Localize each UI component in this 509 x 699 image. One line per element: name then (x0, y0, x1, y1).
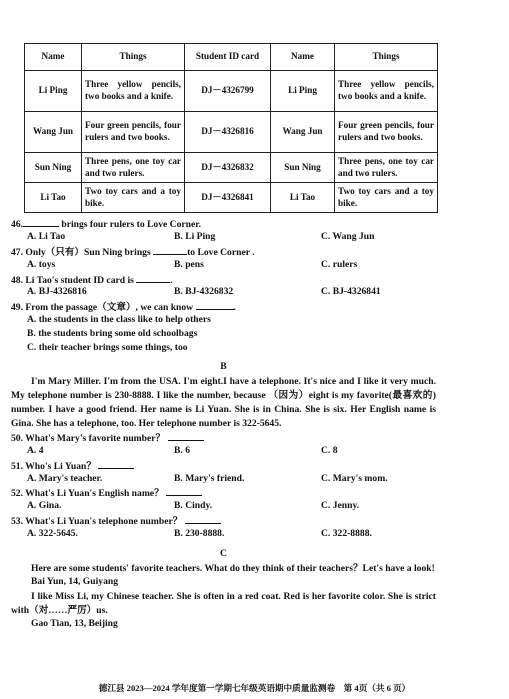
option-a: A. 322-5645. (27, 528, 78, 540)
answer-blank (98, 459, 134, 469)
cell-name: Li Ping (25, 71, 82, 112)
cell-things-2: Three yellow pencils, two books and a knife. (335, 71, 438, 112)
section-c (11, 548, 436, 632)
table-row (25, 71, 438, 112)
question-49: 49. From the passage（文章）, we can know . (11, 302, 236, 314)
option-a: A. 4 (27, 444, 44, 456)
cell-name-2: Li Ping (271, 71, 335, 112)
cell-name: Wang Jun (25, 112, 82, 153)
option-a: A. Gina. (27, 500, 62, 512)
col-header-student-id: Student ID card (185, 44, 271, 71)
options-46 (11, 231, 436, 245)
answer-blank (136, 273, 170, 283)
option-c: C. BJ-4326841 (321, 286, 381, 298)
question-52: 52. What's Li Yuan's English name？ (11, 486, 436, 500)
cell-name-2: Sun Ning (271, 153, 335, 183)
cell-id: DJ－4326832 (185, 153, 271, 183)
section-c-text-1: I like Miss Li, my Chinese teacher. She is often in a red coat. Red is her favorite color. She is strict with（对……严厉）us. (11, 590, 436, 616)
cell-name: Li Tao (25, 183, 82, 213)
option-c: C. Mary's mom. (321, 472, 388, 484)
col-header-things: Things (82, 44, 185, 71)
section-b-passage: I'm Mary Miller. I'm from the USA. I'm eight.I have a telephone. It's nice and I like it very much. My telephone number is 230-8888. I like the number, because （因为）eight is my favorite(最喜欢的) number. I have a good friend. Her name is Li Yuan. She is in China. She is six. Her English name is Gina. She has a telephone, too. Her telephone number is 322-5645. (11, 375, 436, 429)
option-b: B. BJ-4326832 (174, 286, 234, 298)
option-c: C. their teacher brings some things, too (27, 342, 188, 354)
question-53: 53. What's Li Yuan's telephone number？ (11, 514, 436, 528)
cell-id: DJ－4326841 (185, 183, 271, 213)
cell-things-2: Two toy cars and a toy bike. (335, 183, 438, 213)
options-53 (11, 528, 436, 542)
col-header-name: Name (25, 44, 82, 71)
col-header-things-2: Things (335, 44, 438, 71)
cell-things-2: Four green pencils, four rulers and two books. (335, 112, 438, 153)
answer-blank (166, 486, 202, 496)
options-50 (11, 445, 436, 459)
option-c: C. Wang Jun (321, 230, 375, 242)
answer-blank (23, 217, 59, 227)
section-c-heading: C (220, 548, 227, 559)
table-row (25, 183, 438, 213)
question-51: 51. Who's Li Yuan？ (11, 459, 436, 473)
option-c: C. 322-8888. (321, 528, 372, 540)
answer-blank (185, 514, 221, 524)
answer-blank (168, 431, 204, 441)
page-footer: 德江县 2023—2024 学年度第一学期七年级英语期中质量监测卷 第 4页（共 6 页） (98, 683, 411, 693)
table-row (25, 112, 438, 153)
option-c: C. 8 (321, 444, 338, 456)
cell-things: Four green pencils, four rulers and two books. (82, 112, 185, 153)
speaker-gao-tian: Gao Tian, 13, Beijing (31, 617, 118, 629)
cell-things: Three pens, one toy car and two rulers. (82, 153, 185, 183)
cell-name-2: Li Tao (271, 183, 335, 213)
section-c-intro: Here are some students' favorite teachers. What do they think of their teachers？Let's have a look! (31, 562, 435, 574)
option-b: B. Li Ping (174, 230, 216, 242)
cell-id: DJ－4326799 (185, 71, 271, 112)
lost-and-found-table (24, 43, 438, 213)
question-50: 50. What's Mary's favorite number？ (11, 431, 436, 445)
option-c: C. rulers (321, 258, 358, 270)
question-48: 48. Li Tao's student ID card is . (11, 274, 173, 286)
col-header-name-2: Name (271, 44, 335, 71)
table-row (25, 153, 438, 183)
question-46: 46. brings four rulers to Love Corner. (11, 219, 202, 230)
cell-name-2: Wang Jun (271, 112, 335, 153)
question-47: 47. Only（只有）Sun Ning brings to Love Corner . (11, 246, 255, 258)
section-b (11, 361, 436, 542)
section-b-heading: B (220, 361, 227, 372)
cell-things-2: Three pens, one toy car and two rulers. (335, 153, 438, 183)
option-b: B. the students bring some old schoolbags (27, 328, 198, 340)
table-header-row (25, 44, 438, 71)
option-a: A. Li Tao (27, 230, 66, 242)
option-b: B. pens (174, 258, 204, 270)
cell-id: DJ－4326816 (185, 112, 271, 153)
answer-blank (196, 300, 234, 310)
option-a: A. the students in the class like to help others (27, 314, 211, 326)
options-47 (11, 259, 436, 273)
option-a: A. Mary's teacher. (27, 472, 103, 484)
option-b: B. 6 (174, 444, 190, 456)
options-51 (11, 473, 436, 487)
questions-section-a (11, 217, 436, 356)
cell-things: Two toy cars and a toy bike. (82, 183, 185, 213)
cell-name: Sun Ning (25, 153, 82, 183)
option-b: B. Mary's friend. (174, 472, 245, 484)
cell-things: Three yellow pencils, two books and a knife. (82, 71, 185, 112)
option-c: C. Jenny. (321, 500, 360, 512)
options-48 (11, 286, 436, 300)
options-52 (11, 500, 436, 514)
option-a: A. toys (27, 258, 56, 270)
answer-blank (153, 245, 187, 255)
option-b: B. 230-8888. (174, 528, 225, 540)
option-a: A. BJ-4326816 (27, 286, 87, 298)
speaker-bai-yun: Bai Yun, 14, Guiyang (31, 575, 118, 587)
option-b: B. Cindy. (174, 500, 213, 512)
